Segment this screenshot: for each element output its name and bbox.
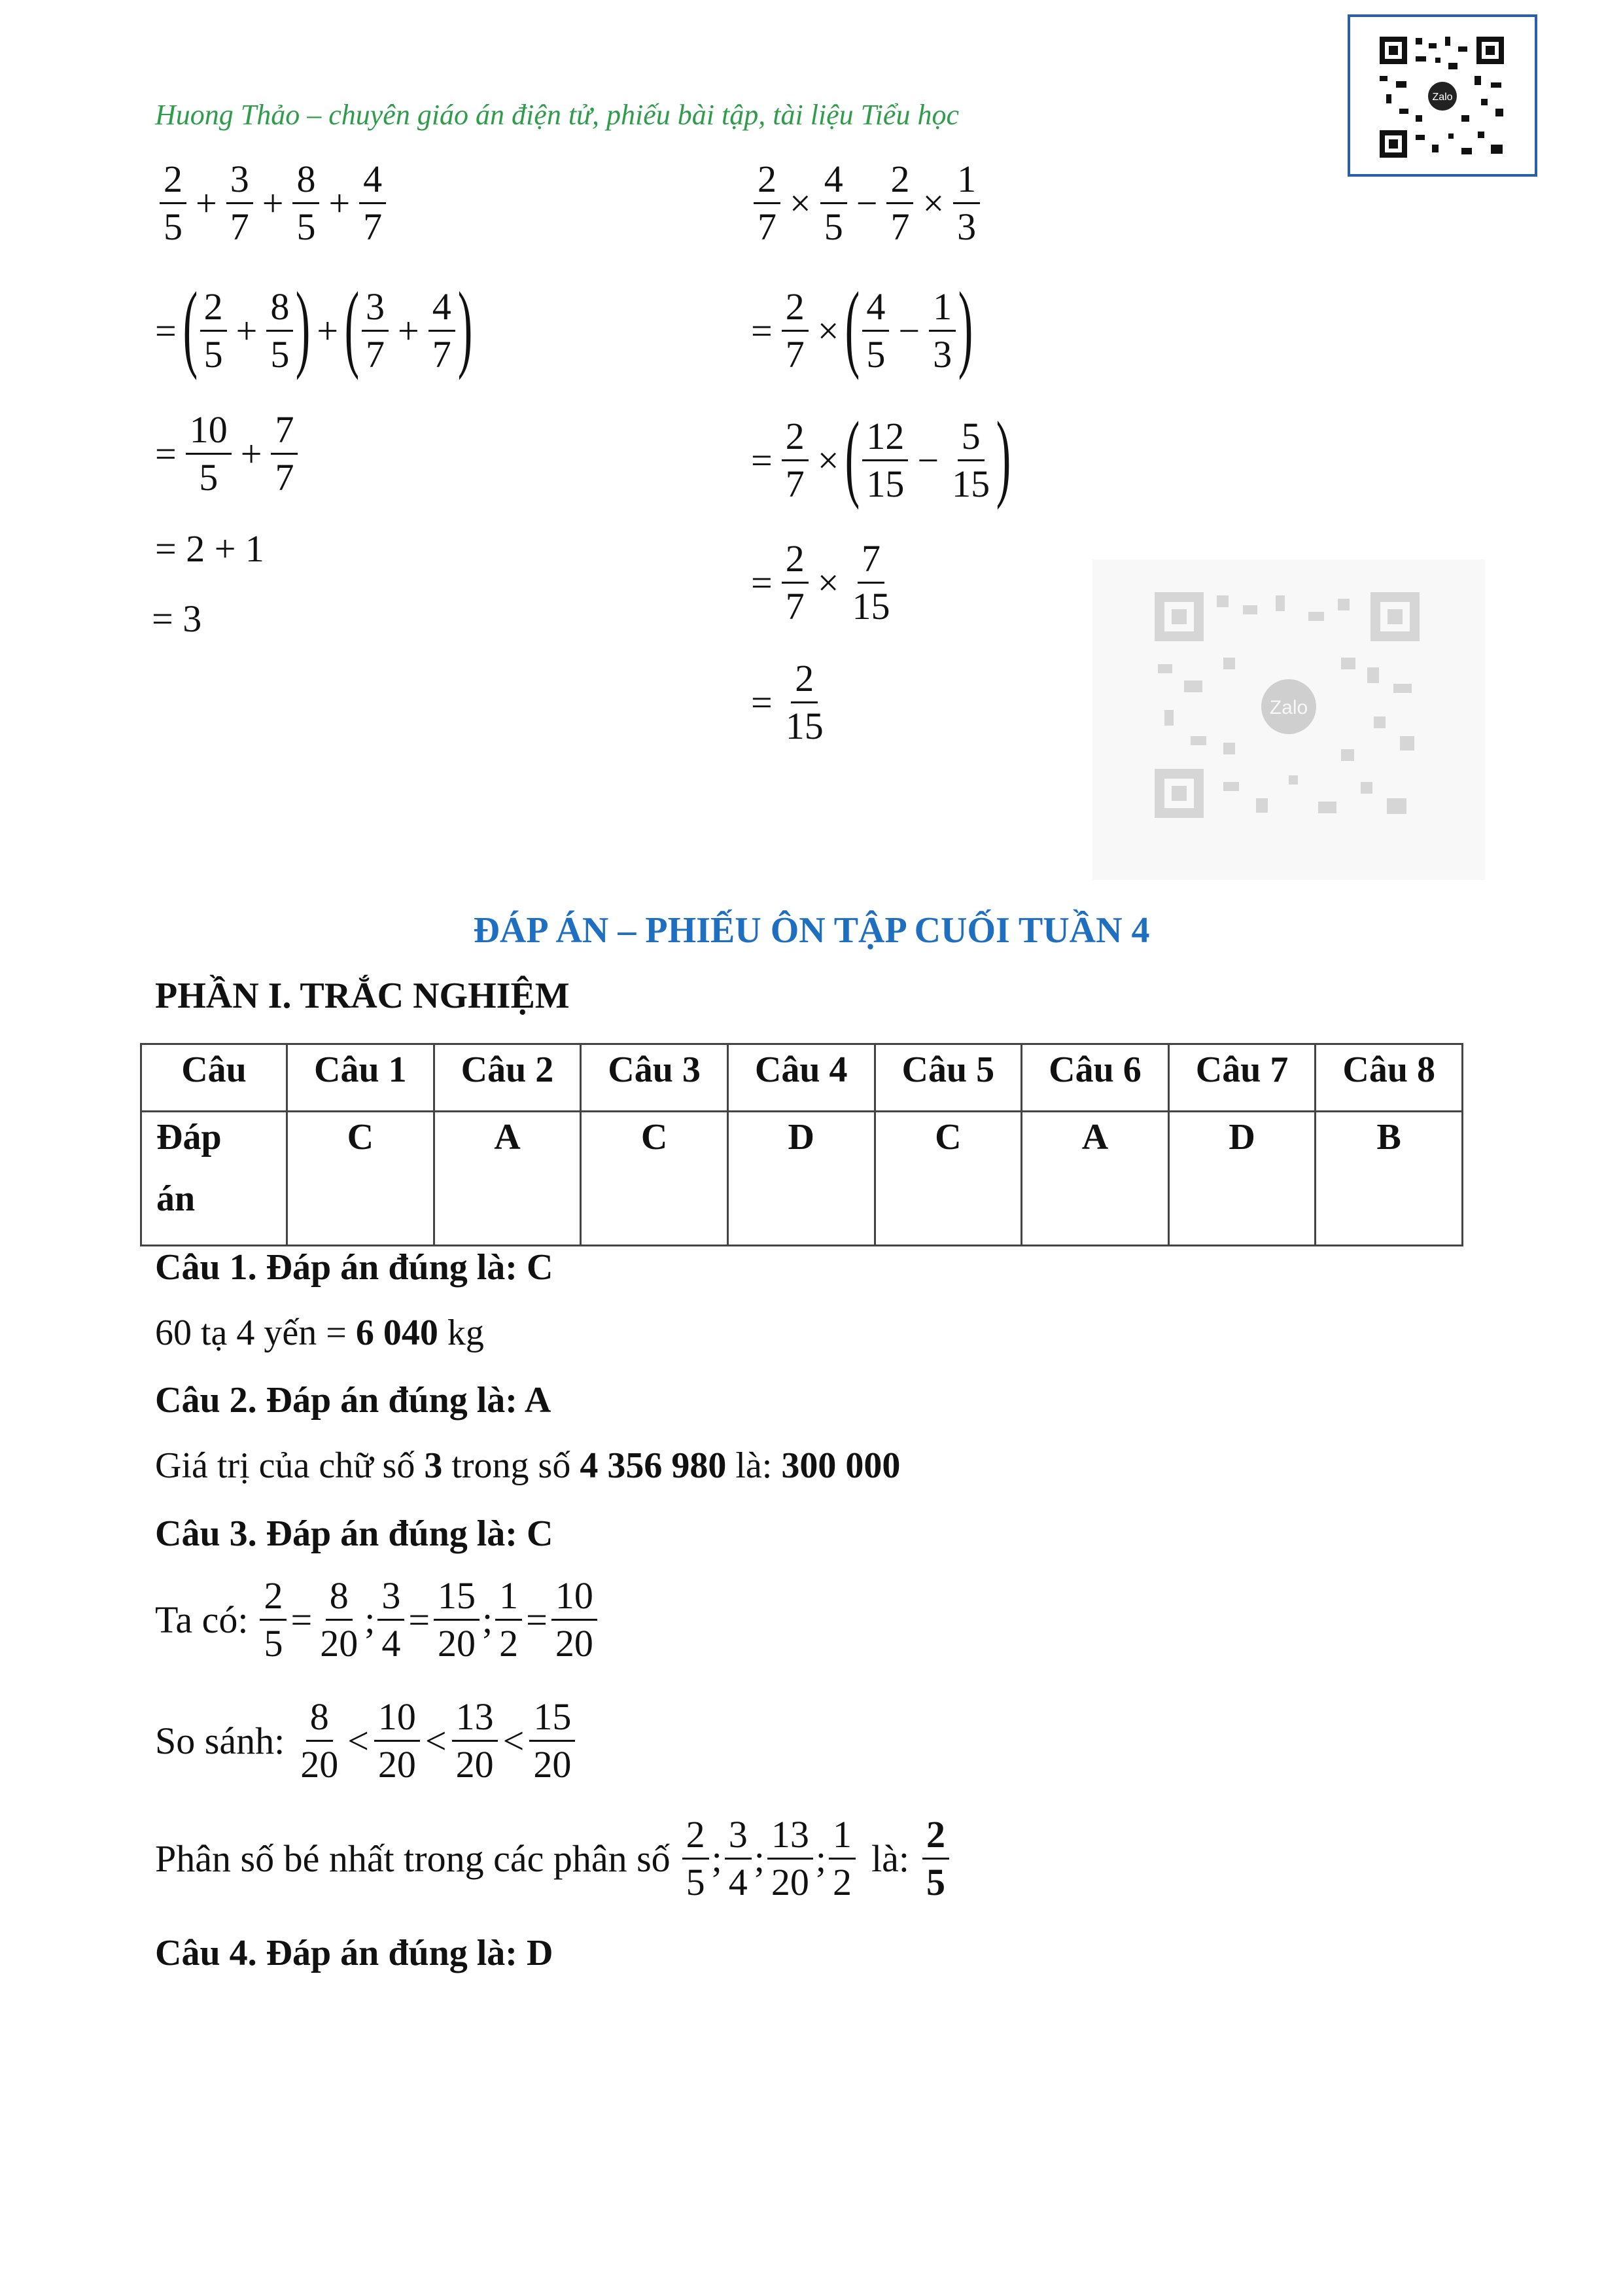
left-calc-line1: $\frac{2}{5}$ + $\frac{3}{7}$ + $\frac{8}{5}$ + $\frac{4}{7}$ (157, 160, 389, 246)
fraction: $\frac{2}{7}$ (886, 160, 913, 246)
fraction: $\frac{2}{5}$ (682, 1816, 709, 1901)
svg-text:Zalo: Zalo (1269, 697, 1308, 718)
fraction: $\frac{7}{7}$ (271, 411, 298, 497)
table-cell: B (1316, 1112, 1463, 1246)
q1-heading: Câu 1. Đáp án đúng là: C (155, 1247, 553, 1288)
fraction: $\frac{8}{5}$ (292, 160, 319, 246)
q3-heading: Câu 3. Đáp án đúng là: C (155, 1513, 553, 1554)
fraction: $\frac{2}{7}$ (782, 540, 809, 626)
page-title: ĐÁP ÁN – PHIẾU ÔN TẬP CUỐI TUẦN 4 (473, 910, 1150, 951)
right-calc-line3: = $\frac{2}{7}$ × ( $\frac{12}{15}$ − $\frac{5}{15}$ ) (751, 402, 1011, 510)
fraction: $\frac{8}{5}$ (266, 288, 293, 374)
fraction: $\frac{1}{3}$ (953, 160, 980, 246)
fraction: $\frac{12}{15}$ (862, 417, 908, 503)
fraction: $\frac{1}{2}$ (495, 1577, 522, 1663)
fraction: $\frac{2}{7}$ (782, 417, 809, 503)
table-header-cell: Câu 7 (1168, 1044, 1316, 1112)
table-header-cell: Câu 4 (727, 1044, 875, 1112)
fraction: $\frac{15}{20}$ (434, 1577, 480, 1663)
q4-heading: Câu 4. Đáp án đúng là: D (155, 1933, 553, 1973)
answer-fraction: $\frac{2}{5}$ (922, 1816, 949, 1901)
qr-code-image (1348, 14, 1537, 177)
fraction: $\frac{10}{20}$ (374, 1698, 420, 1784)
left-calc-line5: = 3 (152, 597, 202, 640)
fraction: $\frac{2}{5}$ (160, 160, 186, 246)
right-calc-line1: $\frac{2}{7}$ × $\frac{4}{5}$ − $\frac{2}{7}$ × $\frac{1}{3}$ (751, 160, 983, 246)
fraction: $\frac{1}{2}$ (829, 1816, 856, 1901)
left-calc-line3: = $\frac{10}{5}$ + $\frac{7}{7}$ (155, 411, 300, 497)
fraction: $\frac{10}{20}$ (551, 1577, 597, 1663)
fraction: $\frac{3}{4}$ (377, 1577, 404, 1663)
fraction: $\frac{4}{5}$ (820, 160, 847, 246)
section-heading: PHẦN I. TRẮC NGHIỆM (155, 976, 570, 1016)
fraction: $\frac{13}{20}$ (452, 1698, 498, 1784)
fraction: $\frac{2}{7}$ (782, 288, 809, 374)
fraction: $\frac{1}{3}$ (929, 288, 956, 374)
fraction: $\frac{4}{7}$ (428, 288, 455, 374)
fraction: $\frac{8}{20}$ (320, 1574, 358, 1665)
qr-code-icon (1350, 17, 1535, 174)
table-header-cell: Câu 5 (875, 1044, 1022, 1112)
table-cell: A (1022, 1112, 1169, 1246)
fraction: $\frac{3}{7}$ (226, 160, 253, 246)
fraction: $\frac{2}{5}$ (200, 288, 227, 374)
table-cell: C (287, 1112, 434, 1246)
table-row (141, 1112, 1463, 1246)
left-calc-line4: = 2 + 1 (155, 527, 264, 570)
table-header-cell: Câu 6 (1022, 1044, 1169, 1112)
qr-watermark (1092, 559, 1485, 880)
fraction: $\frac{2}{7}$ (754, 160, 780, 246)
q2-text: Giá trị của chữ số 3 trong số 4 356 980 là: 300 000 (155, 1445, 901, 1486)
table-label-cell: Đáp án (141, 1112, 287, 1246)
fraction: $\frac{8}{20}$ (300, 1695, 339, 1786)
table-cell: C (875, 1112, 1022, 1246)
answer-table (140, 1043, 1463, 1246)
fraction: $\frac{4}{5}$ (862, 288, 889, 374)
table-cell: D (727, 1112, 875, 1246)
table-header-cell: Câu (141, 1044, 287, 1112)
table-cell: D (1168, 1112, 1316, 1246)
svg-text:Zalo: Zalo (1432, 92, 1453, 103)
fraction: $\frac{10}{5}$ (186, 411, 232, 497)
q3-phanso-line: Phân số bé nhất trong các phân số $\frac{2}{5}$ ; $\frac{3}{4}$ ; $\frac{13}{20}$ ; $\frac{1}{2}$ là: $\frac{2}{5}$ (155, 1816, 952, 1901)
q3-sosanh-line: So sánh: $\frac{8}{20}$ < $\frac{10}{20}$ < $\frac{13}{20}$ < $\frac{15}{20}$ (155, 1698, 578, 1784)
fraction: $\frac{13}{20}$ (767, 1816, 813, 1901)
table-row (141, 1044, 1463, 1112)
right-calc-line2: = $\frac{2}{7}$ × ( $\frac{4}{5}$ − $\frac{1}{3}$ ) (751, 272, 973, 381)
fraction: $\frac{15}{20}$ (529, 1698, 575, 1784)
table-cell: C (581, 1112, 728, 1246)
fraction: $\frac{7}{15}$ (852, 537, 890, 627)
qr-watermark-icon (1092, 559, 1485, 880)
fraction: $\frac{5}{15}$ (952, 414, 990, 505)
fraction: $\frac{2}{5}$ (260, 1577, 287, 1663)
right-calc-line5: = $\frac{2}{15}$ (751, 660, 830, 745)
table-header-cell: Câu 2 (434, 1044, 581, 1112)
fraction: $\frac{4}{7}$ (359, 160, 386, 246)
q1-text: 60 tạ 4 yến = 6 040 kg (155, 1313, 484, 1353)
right-calc-line4: = $\frac{2}{7}$ × $\frac{7}{15}$ (751, 540, 896, 626)
table-header-cell: Câu 1 (287, 1044, 434, 1112)
page-header: Huong Thảo – chuyên giáo án điện tử, phiếu bài tập, tài liệu Tiểu học (155, 99, 959, 131)
left-calc-line2: = ( $\frac{2}{5}$ + $\frac{8}{5}$ ) + ( $\frac{3}{7}$ + $\frac{4}{7}$ ) (155, 272, 472, 381)
table-header-cell: Câu 8 (1316, 1044, 1463, 1112)
table-header-cell: Câu 3 (581, 1044, 728, 1112)
q3-taco-line: Ta có: $\frac{2}{5}$ = $\frac{8}{20}$ ; $\frac{3}{4}$ = $\frac{15}{20}$ ; $\frac{1}{2}$ = $\frac{10}{20}$ (155, 1577, 600, 1663)
q2-heading: Câu 2. Đáp án đúng là: A (155, 1380, 551, 1421)
fraction: $\frac{3}{4}$ (725, 1816, 752, 1901)
fraction: $\frac{2}{15}$ (785, 657, 824, 747)
fraction: $\frac{3}{7}$ (362, 288, 389, 374)
table-cell: A (434, 1112, 581, 1246)
